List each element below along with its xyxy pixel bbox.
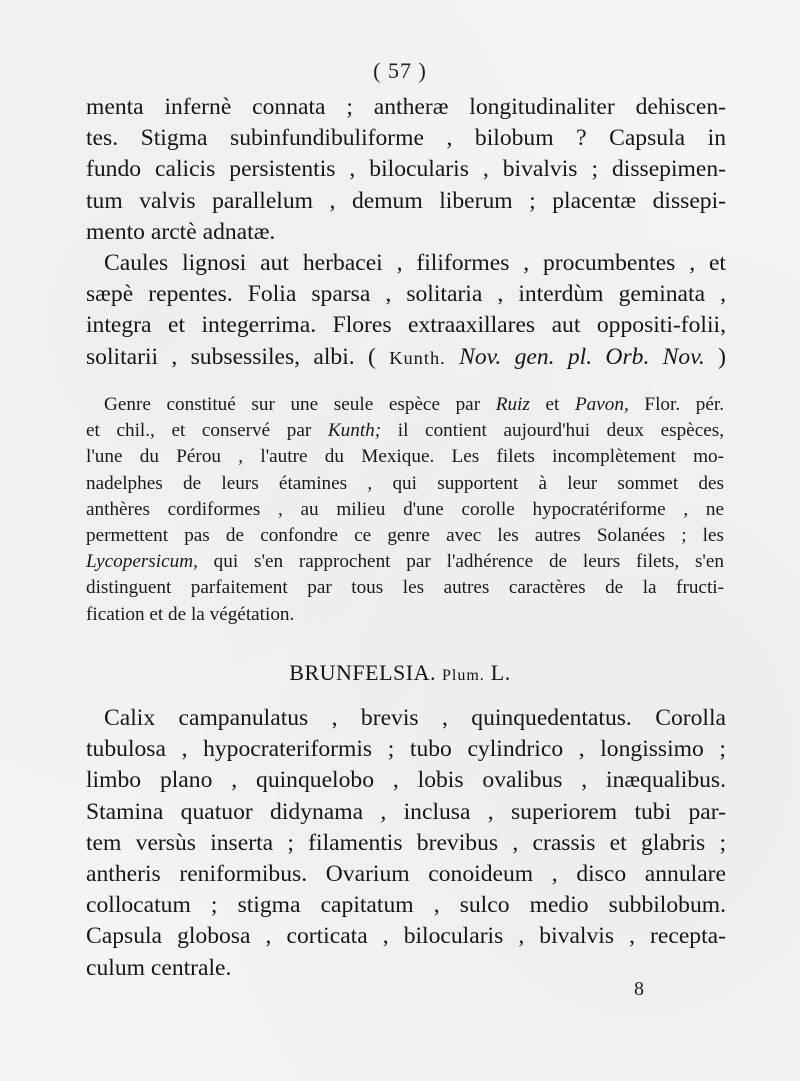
genus-heading: [0, 660, 800, 686]
latin-habit-paragraph: [86, 248, 726, 374]
text-line: Stamina quatuor didynama , inclusa , superiorem tubi par-: [86, 798, 726, 825]
text-line: tum valvis parallelum , demum liberum ; placentæ dissepi-: [86, 187, 726, 214]
citation-author: Kunth.: [389, 347, 446, 368]
french-commentary: [86, 392, 724, 628]
text-line: sæpè repentes. Folia sparsa , solitaria , interdùm geminata ,: [86, 281, 726, 308]
text-line-citation: [86, 342, 726, 374]
genus-name: Lycopersicum,: [86, 551, 198, 573]
text-span: qui s'en rapprochent par l'adhérence de leurs filets, s'en: [197, 551, 724, 573]
author-name: Kunth;: [327, 420, 382, 442]
text-line: fication et de la végétation.: [86, 603, 295, 625]
text-line: tubulosa , hypocrateriformis ; tubo cylindrico , longissimo ;: [86, 736, 726, 763]
text-line: Calix campanulatus , brevis , quinquedentatus. Corolla: [104, 705, 726, 731]
text-line: nadelphes de leurs étamines , qui supportent à leur sommet des: [86, 472, 724, 494]
genus-author-suffix: L.: [484, 660, 511, 685]
text-span: Genre constitué sur une seule espèce par: [104, 394, 496, 415]
citation-suffix: ): [704, 343, 726, 370]
text-line: anthères cordiformes , au milieu d'une corolle hypocratériforme , ne: [86, 498, 724, 520]
page-number: ( 57 ): [373, 58, 427, 83]
text-line: Caules lignosi aut herbacei , filiformes , procumbentes , et: [104, 250, 726, 276]
text-line: [86, 392, 724, 418]
text-line: tes. Stigma subinfundibuliforme , bilobum ? Capsula in: [86, 125, 726, 152]
text-span: et: [529, 394, 575, 415]
text-line: collocatum ; stigma capitatum , sulco medio subbilobum.: [86, 892, 726, 919]
author-name: Ruiz: [495, 394, 530, 415]
signature-mark: 8: [634, 978, 644, 1000]
text-line: tem versùs inserta ; filamentis brevibus , crassis et glabris ;: [86, 829, 726, 856]
text-line: menta infernè connata ; antheræ longitudinaliter dehiscen-: [86, 94, 726, 120]
text-line: integra et integerrima. Flores extraaxillares aut oppositi-folii,: [86, 312, 726, 339]
text-line: permettent pas de confondre ce genre avec les autres Solanées ; les: [86, 525, 724, 547]
latin-genus-description: [86, 703, 726, 984]
text-line: [86, 549, 724, 575]
text-line: fundo calicis persistentis , bilocularis , bivalvis ; dissepimen-: [86, 156, 726, 183]
citation-reference: Nov. gen. pl. Orb. Nov.: [459, 343, 705, 370]
text-line: distinguent parfaitement par tous les autres caractères de la fructi-: [86, 577, 724, 599]
genus-author: Plum.: [441, 667, 485, 684]
text-line: l'une du Pérou , l'autre du Mexique. Les filets incomplètement mo-: [86, 446, 724, 468]
text-line: limbo plano , quinquelobo , lobis ovalibus , inæqualibus.: [86, 767, 726, 794]
text-span: il contient aujourd'hui deux espèces,: [381, 420, 724, 442]
author-name: Pavon,: [574, 394, 629, 415]
text-span: et chil., et conservé par: [86, 420, 328, 442]
text-line: mento arctè adnatæ.: [86, 218, 276, 245]
text-line: antheris reniformibus. Ovarium conoideum , disco annulare: [86, 861, 726, 888]
text-line: Capsula globosa , corticata , bilocularis , bivalvis , recepta-: [86, 923, 726, 950]
citation-prefix: solitarii , subsessiles, albi. (: [86, 343, 390, 370]
text-line: [86, 418, 724, 444]
genus-name: BRUNFELSIA.: [289, 660, 436, 685]
latin-description-continued: [86, 92, 726, 248]
text-span: Flor. pér.: [628, 394, 724, 415]
text-line: culum centrale.: [86, 954, 232, 981]
